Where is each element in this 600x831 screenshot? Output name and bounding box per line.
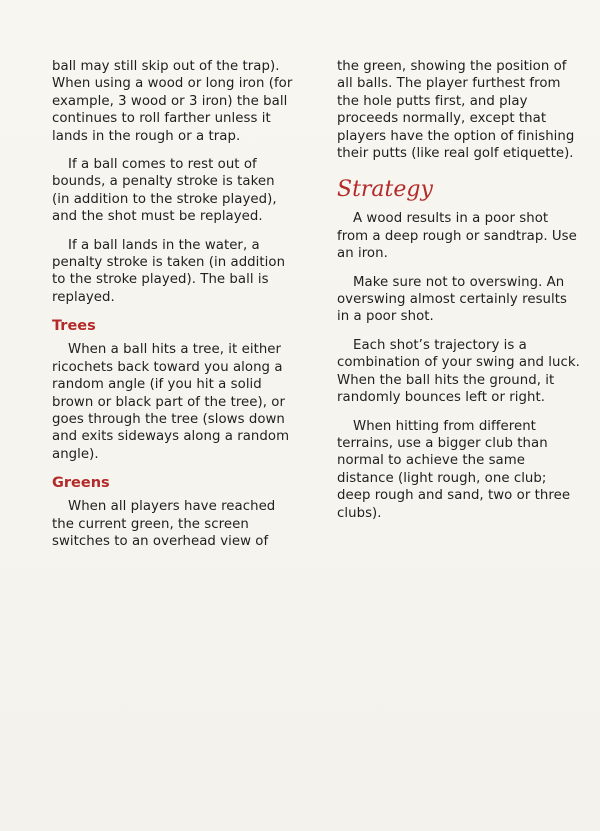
paragraph-strategy-terrain: When hitting from different terrains, use a bigger club than normal to achieve the same distance (light rough, one club; deep rough and sand, two or three clubs).	[337, 418, 571, 521]
paragraph-water: If a ball lands in the water, a penalty stroke is taken (in addition to the stroke played). The ball is replayed.	[52, 237, 286, 305]
paragraph-strategy-overswing: Make sure not to overswing. An overswing almost certainly results in a poor shot.	[337, 274, 568, 325]
paragraph-strategy-wood: A wood results in a poor shot from a deep rough or sandtrap. Use an iron.	[337, 211, 577, 262]
right-column	[337, 58, 583, 533]
heading-strategy: Strategy	[337, 177, 433, 203]
heading-greens: Greens	[52, 475, 110, 492]
left-column	[52, 58, 294, 561]
heading-trees: Trees	[52, 318, 96, 335]
paragraph-out-of-bounds: If a ball comes to rest out of bounds, a penalty stroke is taken (in addition to the stroke played), and the shot must be replayed.	[52, 157, 277, 225]
paragraph-trap-continuation: ball may still skip out of the trap). When using a wood or long iron (for example, 3 wood or 3 iron) the ball continues to roll farther unless it lands in the rough or a trap.	[52, 59, 293, 144]
paragraph-strategy-trajectory: Each shot’s trajectory is a combination of your swing and luck. When the ball hits the ground, it randomly bounces left or right.	[337, 337, 580, 406]
paragraph-greens-start: When all players have reached the current green, the screen switches to an overhead view of	[52, 499, 276, 549]
paragraph-trees: When a ball hits a tree, it either ricochets back toward you along a random angle (if you hit a solid brown or black part of the tree), or goes through the tree (slows down and exits sideways along a random angle).	[52, 342, 290, 462]
paragraph-greens-continued: the green, showing the position of all balls. The player furthest from the hole putts first, and play proceeds normally, except that players have the option of finishing their putts (like real golf etiquette).	[337, 59, 575, 162]
